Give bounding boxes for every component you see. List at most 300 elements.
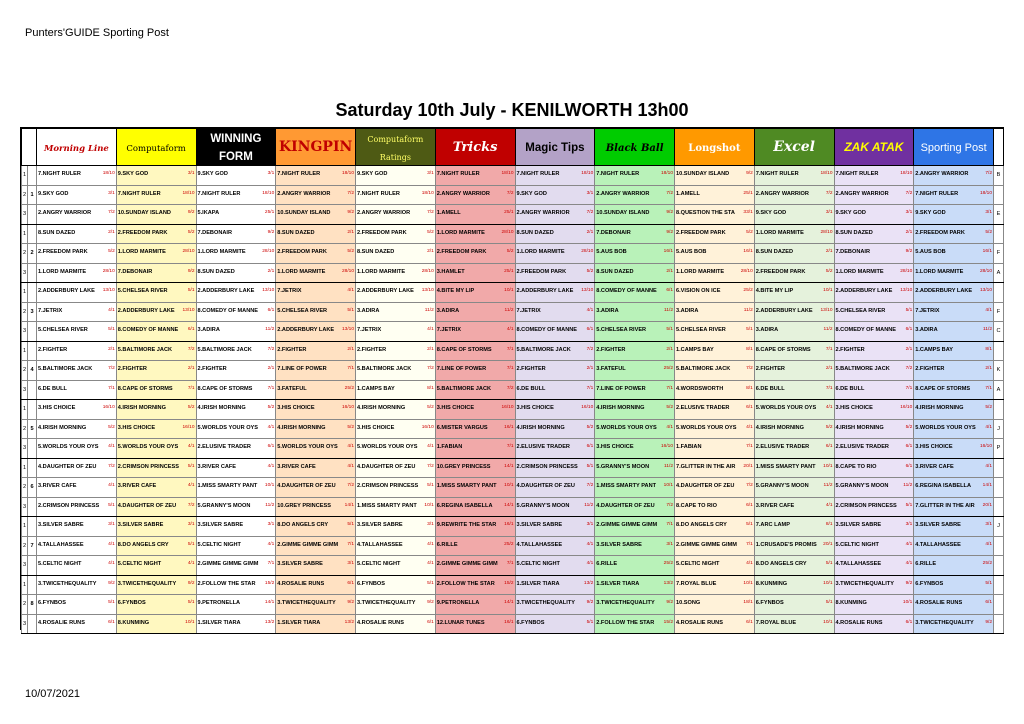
tip-cell	[754, 595, 834, 615]
tip-cell	[595, 224, 675, 244]
odds: 4/1	[825, 405, 833, 410]
side-mark	[994, 595, 1004, 615]
horse-name: 3.SILVER SABRE	[277, 561, 323, 567]
tip-cell	[37, 380, 117, 400]
race-number	[28, 458, 37, 478]
odds: 5/2	[825, 424, 833, 430]
table-row	[22, 283, 1004, 303]
odds: 11/2	[823, 483, 833, 488]
odds: 13/10	[341, 327, 354, 332]
position-number: 1	[22, 575, 28, 595]
column-header-label: WINNING FORM	[210, 133, 262, 163]
side-mark: B	[994, 166, 1004, 186]
tip-cell	[675, 341, 755, 361]
horse-name: 3.RIVER CAFE	[277, 463, 316, 470]
horse-name: 4.IRISH MORNING	[197, 405, 246, 411]
tip-cell	[595, 302, 675, 322]
side-mark: F	[994, 302, 1004, 322]
horse-name: 4.IRISH MORNING	[357, 405, 406, 411]
race-number: 4	[28, 361, 37, 381]
odds: 10/1	[823, 619, 833, 625]
odds: 9/2	[187, 580, 195, 586]
tip-cell	[435, 614, 515, 634]
table-row	[22, 166, 1004, 186]
side-mark	[994, 185, 1004, 205]
tip-cell	[116, 341, 196, 361]
horse-name: 5.WORLDS YOUR OYS	[38, 444, 99, 450]
table-row	[22, 341, 1004, 361]
horse-name: 5.BALTIMORE JACK	[38, 366, 93, 372]
horse-name: 5.BALTIMORE JACK	[197, 346, 252, 353]
horse-name: 6.FYNBOS	[755, 600, 784, 606]
tip-cell	[595, 419, 675, 439]
race-number	[28, 380, 37, 400]
odds: 28/10	[182, 249, 195, 254]
tip-cell	[754, 478, 834, 498]
tip-cell	[196, 478, 276, 498]
odds: 18/10	[979, 190, 992, 196]
horse-name: 6.DE BULL	[755, 385, 785, 392]
horse-name: 9.SKY GOD	[117, 171, 149, 177]
odds: 28/10	[102, 268, 115, 274]
odds: 11/2	[903, 483, 913, 488]
odds: 4/1	[347, 444, 354, 449]
odds: 11/2	[504, 307, 514, 313]
tip-cell	[595, 439, 675, 459]
odds: 9/2	[108, 580, 115, 586]
horse-name: 3.SILVER SABRE	[197, 522, 244, 528]
horse-name: 9.SKY GOD	[357, 171, 388, 177]
tip-cell	[595, 614, 675, 634]
odds: 10/1	[902, 600, 913, 605]
tip-cell	[914, 322, 994, 342]
side-mark: A	[994, 380, 1004, 400]
tip-cell	[435, 302, 515, 322]
tip-cell	[276, 575, 356, 595]
position-number: 1	[22, 166, 28, 186]
column-header-11	[914, 129, 994, 166]
odds: 7/1	[666, 385, 673, 391]
horse-name: 10.SUNDAY ISLAND	[117, 210, 171, 216]
side-mark	[994, 614, 1004, 634]
horse-name: 3.HIS CHOICE	[357, 424, 395, 431]
horse-name: 7.DEBONAIR	[117, 268, 153, 275]
odds: 25/2	[344, 385, 354, 391]
tip-cell	[37, 556, 117, 576]
odds: 2/1	[108, 346, 115, 352]
tip-cell	[37, 361, 117, 381]
horse-name: 7.JETRIX	[277, 288, 302, 294]
race-number	[28, 322, 37, 342]
horse-name: 3.TWICETHEQUALITY	[277, 600, 336, 606]
table-row	[22, 244, 1004, 264]
odds: 6/1	[746, 619, 753, 625]
publication-name: Punters'GUIDE Sporting Post	[25, 27, 169, 39]
horse-name: 2.ADDERBURY LAKE	[915, 288, 973, 294]
column-header-3	[276, 129, 356, 166]
table-row	[22, 205, 1004, 225]
race-number	[28, 517, 37, 537]
tip-cell	[834, 205, 914, 225]
horse-name: 2.FIGHTER	[835, 346, 865, 353]
horse-name: 9.PETRONELLA	[436, 600, 480, 606]
horse-name: 6.MISTER VARGUS	[436, 424, 488, 431]
horse-name: 2.CRIMSON PRINCESS	[835, 502, 897, 509]
horse-name: 8.SUN DAZED	[197, 268, 235, 275]
odds: 7/2	[905, 366, 913, 371]
tip-cell	[595, 478, 675, 498]
horse-name: 2.FIGHTER	[516, 366, 546, 372]
tip-cell	[37, 322, 117, 342]
odds: 13/10	[262, 288, 275, 293]
horse-name: 1.FABIAN	[676, 444, 702, 450]
horse-name: 1.CAMPS BAY	[915, 346, 953, 353]
horse-name: 3.TWICETHEQUALITY	[38, 580, 97, 587]
horse-name: 3.HIS CHOICE	[596, 444, 634, 450]
odds: 13/10	[900, 288, 913, 293]
odds: 5/2	[267, 405, 275, 410]
odds: 9/2	[427, 600, 434, 605]
odds: 3/1	[586, 522, 594, 527]
horse-name: 3.SILVER SABRE	[117, 522, 164, 528]
tip-cell	[595, 556, 675, 576]
tip-cell	[754, 205, 834, 225]
horse-name: 3.FATEFUL	[277, 385, 307, 392]
tip-cell	[914, 361, 994, 381]
odds: 4/1	[187, 483, 195, 488]
horse-name: 6.RILLE	[915, 561, 937, 567]
tip-cell	[116, 166, 196, 186]
race-number: 8	[28, 595, 37, 615]
tip-cell	[276, 244, 356, 264]
tip-cell	[914, 341, 994, 361]
odds: 20/1	[823, 541, 833, 547]
odds: 10/1	[823, 288, 833, 293]
tip-cell	[834, 536, 914, 556]
race-number: 7	[28, 536, 37, 556]
horse-name: 5.CHELSEA RIVER	[117, 288, 168, 294]
horse-name: 5.CELTIC NIGHT	[197, 541, 241, 548]
horse-name: 3.HIS CHOICE	[835, 405, 873, 411]
tip-cell	[276, 361, 356, 381]
horse-name: 2.GIMME GIMME GIMM	[596, 522, 658, 528]
tip-cell	[834, 185, 914, 205]
table-row	[22, 497, 1004, 517]
horse-name: 7.GLITTER IN THE AIR	[676, 463, 736, 470]
horse-name: 7.DEBONAIR	[835, 249, 870, 255]
odds: 5/2	[985, 405, 992, 410]
tip-cell	[196, 244, 276, 264]
tip-cell	[754, 185, 834, 205]
horse-name: 4.ROSALIE RUNS	[38, 619, 85, 626]
horse-name: 1.LORD MARMITE	[755, 229, 804, 236]
horse-name: 4.ROSALIE RUNS	[915, 600, 963, 606]
table-row	[22, 224, 1004, 244]
horse-name: 5.WORLDS YOUR OYS	[277, 444, 338, 450]
odds: 25/2	[663, 561, 673, 566]
tip-cell	[834, 224, 914, 244]
horse-name: 2.GIMME GIMME GIMM	[676, 541, 737, 548]
side-mark	[994, 341, 1004, 361]
tip-cell	[116, 322, 196, 342]
tip-cell	[435, 361, 515, 381]
horse-name: 6.RILLE	[596, 561, 618, 567]
tip-cell	[116, 185, 196, 205]
tip-cell	[675, 185, 755, 205]
tip-cell	[37, 497, 117, 517]
odds: 2/1	[347, 346, 354, 352]
horse-name: 10.SUNDAY ISLAND	[596, 210, 650, 216]
odds: 7/2	[586, 210, 594, 215]
tip-cell	[196, 185, 276, 205]
position-number: 2	[22, 185, 28, 205]
tip-cell	[196, 614, 276, 634]
horse-name: 2.CRIMSON PRINCESS	[516, 463, 578, 470]
column-header-label: Morning Line	[43, 144, 109, 154]
position-number: 3	[22, 380, 28, 400]
odds: 28/10	[900, 268, 913, 274]
horse-name: 10.SONG	[676, 600, 701, 606]
horse-name: 2.ANGRY WARRIOR	[755, 190, 809, 197]
odds: 5/1	[427, 483, 434, 488]
odds: 7/1	[347, 541, 354, 547]
horse-name: 2.FIGHTER	[596, 346, 626, 353]
tip-cell	[276, 263, 356, 283]
tip-cell	[595, 166, 675, 186]
table-row	[22, 302, 1004, 322]
tip-cell	[515, 322, 595, 342]
horse-name: 5.GRANNY'S MOON	[755, 483, 809, 489]
horse-name: 2.FREEDOM PARK	[676, 229, 726, 236]
tip-cell	[914, 556, 994, 576]
odds: 10/1	[264, 483, 275, 488]
horse-name: 5.CELTIC NIGHT	[676, 561, 720, 567]
tip-cell	[754, 380, 834, 400]
column-header-label: ZAK ATAK	[844, 140, 904, 154]
tip-cell	[834, 517, 914, 537]
tip-cell	[37, 224, 117, 244]
horse-name: 1.CAMPS BAY	[357, 385, 395, 392]
race-number	[28, 166, 37, 186]
table-row	[22, 322, 1004, 342]
column-header-label: Magic Tips	[525, 142, 585, 154]
odds: 5/1	[746, 522, 753, 527]
odds: 7/1	[506, 444, 514, 449]
odds: 16/1	[504, 522, 514, 527]
tip-cell	[37, 439, 117, 459]
tip-cell	[276, 322, 356, 342]
tip-cell	[356, 556, 436, 576]
horse-name: 2.FREEDOM PARK	[915, 229, 965, 236]
column-header-1	[116, 129, 196, 166]
tip-cell	[675, 322, 755, 342]
horse-name: 8.CAPE OF STORMS	[755, 346, 811, 353]
odds: 4/1	[825, 502, 833, 508]
odds: 7/1	[347, 366, 354, 371]
race-number	[28, 575, 37, 595]
table-row	[22, 575, 1004, 595]
odds: 3/1	[108, 522, 115, 527]
tip-cell	[515, 419, 595, 439]
odds: 4/1	[108, 541, 115, 547]
table-row	[22, 419, 1004, 439]
position-number: 2	[22, 244, 28, 264]
odds: 4/1	[905, 561, 913, 566]
horse-name: 8.DO ANGELS CRY	[117, 541, 169, 548]
horse-name: 8.COMEDY OF MANNE	[197, 307, 259, 314]
odds: 2/1	[427, 346, 434, 352]
odds: 5/1	[985, 580, 992, 586]
odds: 5/1	[905, 502, 913, 508]
table-row	[22, 380, 1004, 400]
tip-cell	[675, 439, 755, 459]
position-number: 3	[22, 322, 28, 342]
tip-cell	[515, 517, 595, 537]
horse-name: 1.MISS SMARTY PANT	[436, 483, 497, 489]
odds: 5/2	[506, 249, 514, 254]
horse-name: 4.IRISH MORNING	[117, 405, 166, 411]
horse-name: 5.GRANNY'S MOON	[516, 502, 570, 509]
odds: 16/10	[182, 424, 195, 430]
race-number: 1	[28, 185, 37, 205]
tip-cell	[914, 439, 994, 459]
horse-name: 5.CELTIC NIGHT	[38, 561, 82, 567]
tip-cell	[595, 244, 675, 264]
horse-name: 3.ADIRA	[676, 307, 699, 314]
odds: 7/2	[666, 502, 673, 508]
tip-cell	[116, 439, 196, 459]
odds: 14/1	[504, 502, 514, 508]
horse-name: 2.FIGHTER	[277, 346, 307, 353]
column-header-7	[595, 129, 675, 166]
odds: 3/1	[985, 522, 992, 527]
tip-cell	[515, 556, 595, 576]
odds: 7/1	[187, 385, 195, 391]
horse-name: 4.TALLAHASSEE	[38, 541, 84, 548]
tip-cell	[116, 556, 196, 576]
odds: 3/1	[666, 541, 673, 547]
tip-cell	[116, 536, 196, 556]
horse-name: 1.LORD MARMITE	[835, 268, 884, 275]
table-row	[22, 400, 1004, 420]
horse-name: 1.LORD MARMITE	[915, 268, 964, 275]
tip-cell	[754, 166, 834, 186]
tip-cell	[276, 185, 356, 205]
horse-name: 2.FREEDOM PARK	[436, 249, 487, 255]
tip-cell	[116, 380, 196, 400]
column-header-label: Computaform	[126, 144, 186, 154]
horse-name: 5.BALTIMORE JACK	[117, 346, 173, 353]
horse-name: 7.JETRIX	[38, 307, 63, 314]
odds: 4/1	[746, 424, 753, 430]
tip-cell	[515, 205, 595, 225]
horse-name: 3.RIVER CAFE	[117, 483, 157, 489]
position-number: 2	[22, 419, 28, 439]
tip-cell	[595, 380, 675, 400]
tip-cell	[276, 497, 356, 517]
odds: 5/2	[746, 229, 753, 235]
tip-cell	[116, 497, 196, 517]
table-row	[22, 439, 1004, 459]
odds: 6/1	[905, 444, 913, 449]
race-number	[28, 283, 37, 303]
table-row	[22, 458, 1004, 478]
side-mark: J	[994, 419, 1004, 439]
horse-name: 6.FYNBOS	[915, 580, 944, 587]
tip-cell	[356, 419, 436, 439]
tip-cell	[435, 419, 515, 439]
side-mark	[994, 536, 1004, 556]
column-header-label: Tricks	[452, 140, 498, 155]
odds: 7/2	[347, 190, 354, 196]
odds: 6/1	[586, 444, 594, 449]
horse-name: 5.CHELSEA RIVER	[596, 327, 647, 333]
horse-name: 2.ANGRY WARRIOR	[915, 171, 969, 177]
odds: 25/1	[504, 268, 514, 274]
horse-name: 7.NIGHT RULER	[755, 171, 799, 177]
horse-name: 2.FREEDOM PARK	[516, 268, 567, 275]
horse-name: 7.JETRIX	[915, 307, 940, 314]
tip-cell	[675, 458, 755, 478]
tip-cell	[515, 458, 595, 478]
odds: 13/10	[820, 307, 833, 313]
odds: 13/2	[264, 619, 275, 625]
tip-cell	[914, 263, 994, 283]
odds: 11/2	[823, 327, 833, 332]
odds: 20/1	[982, 502, 992, 508]
horse-name: 5.WORLDS YOUR OYS	[596, 424, 657, 431]
odds: 16/10	[900, 405, 913, 410]
horse-name: 7.NIGHT RULER	[357, 190, 400, 197]
odds: 15/2	[504, 580, 514, 586]
tip-cell	[515, 380, 595, 400]
odds: 13/10	[102, 288, 115, 293]
tip-cell	[276, 419, 356, 439]
race-number	[28, 614, 37, 634]
horse-name: 3.SILVER SABRE	[516, 522, 563, 528]
horse-name: 1.MISS SMARTY PANT	[755, 463, 816, 470]
tip-cell	[276, 400, 356, 420]
odds: 4/1	[586, 561, 594, 566]
odds: 13/10	[182, 307, 195, 313]
tip-cell	[515, 497, 595, 517]
horse-name: 6.FYNBOS	[357, 580, 385, 587]
odds: 28/10	[740, 268, 753, 274]
tip-cell	[834, 380, 914, 400]
tip-cell	[356, 244, 436, 264]
odds: 6/1	[985, 600, 992, 605]
horse-name: 1.SILVER TIARA	[516, 580, 560, 587]
odds: 5/2	[187, 405, 195, 410]
odds: 11/2	[664, 463, 673, 469]
odds: 25/2	[982, 561, 992, 566]
tip-cell	[834, 595, 914, 615]
tip-cell	[914, 517, 994, 537]
horse-name: 1.SILVER TIARA	[596, 580, 640, 587]
odds: 20/1	[743, 463, 753, 469]
tip-cell	[37, 263, 117, 283]
odds: 28/10	[820, 229, 833, 235]
odds: 5/2	[108, 249, 115, 254]
odds: 13/10	[421, 288, 434, 293]
odds: 9/2	[267, 229, 275, 235]
odds: 10/1	[743, 580, 753, 586]
odds: 5/1	[427, 580, 434, 586]
odds: 16/1	[743, 249, 753, 254]
tip-cell	[595, 185, 675, 205]
side-mark	[994, 458, 1004, 478]
tip-cell	[914, 205, 994, 225]
